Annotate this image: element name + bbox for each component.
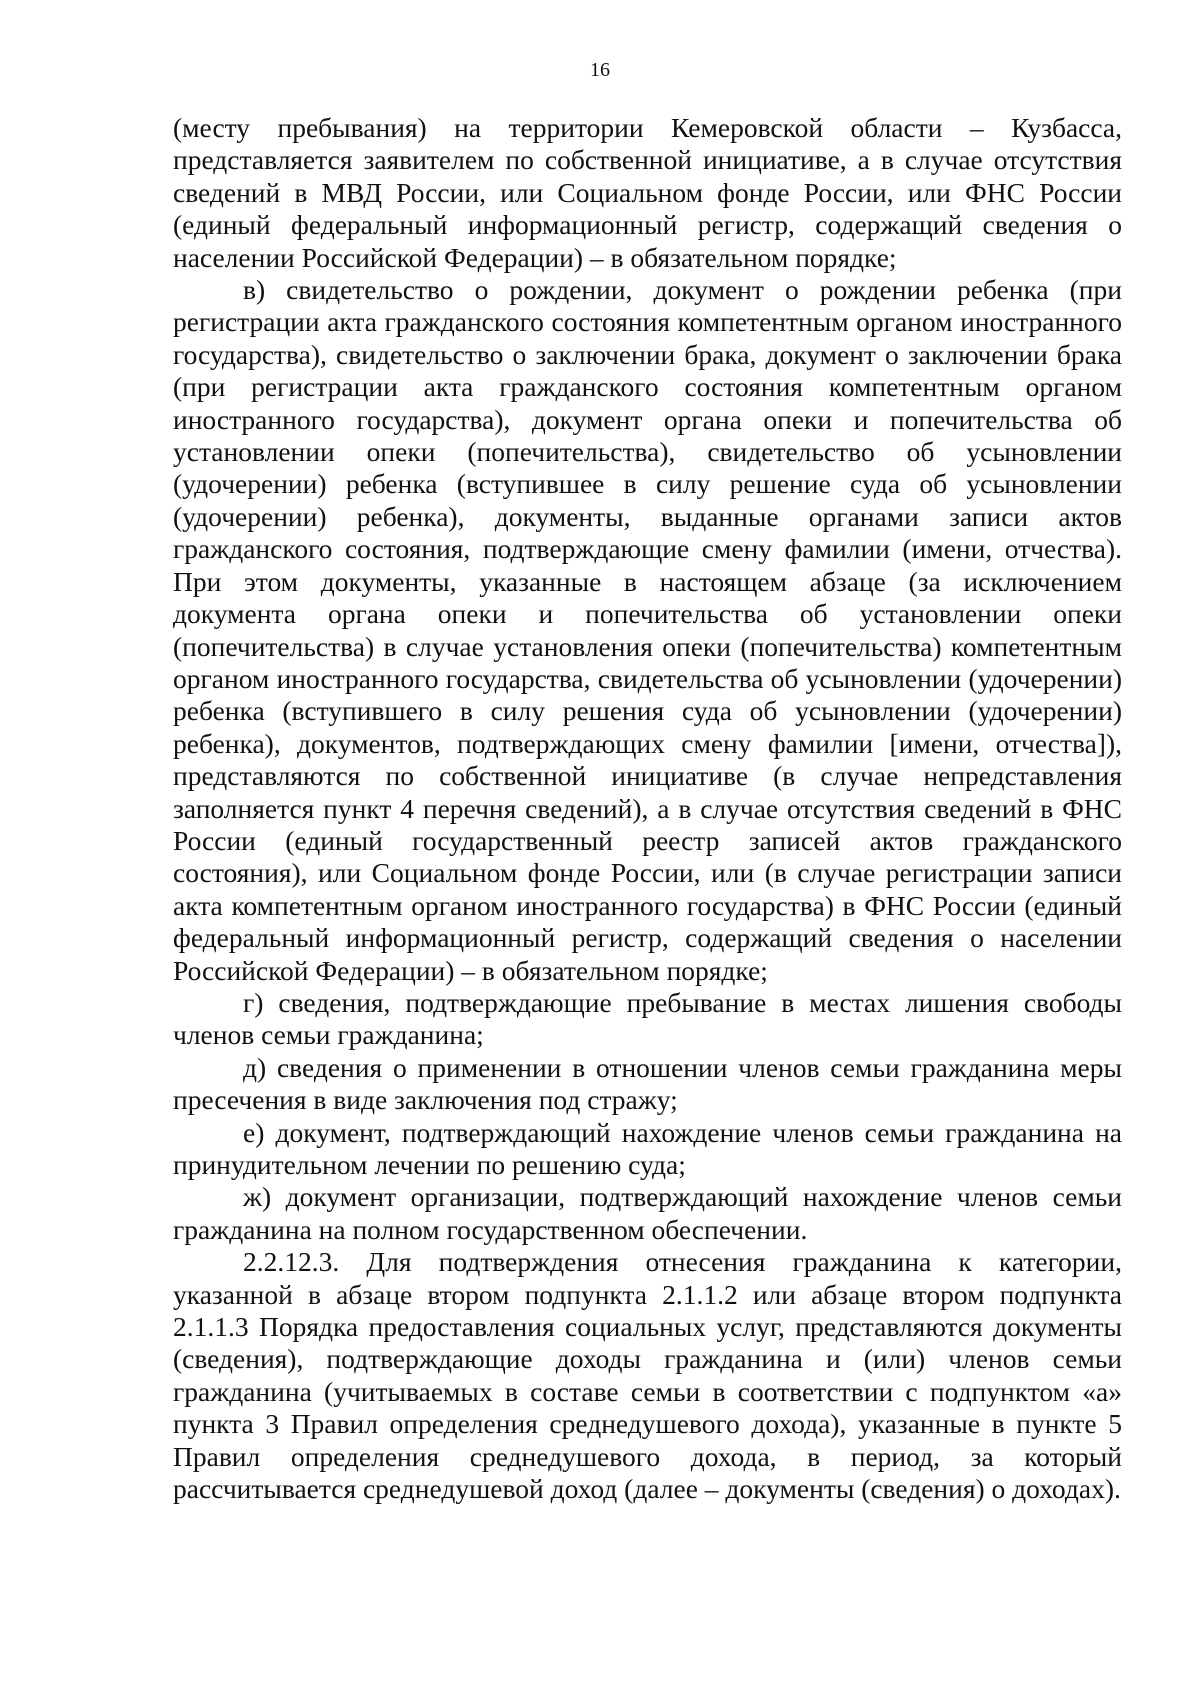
paragraph-item-v: в) свидетельство о рождении, документ о рождении ребенка (при регистрации акта гражданского состояния компетентным органом иностранного государства), свидетельство о заключении брака, документ о заключении брака (при регистрации акта гражданского состояния компетентным органом иностранного государства), документ органа опеки и попечительства об установлении опеки (попечительства), свидетельство об усыновлении (удочерении) ребенка (вступившее в силу решение суда об усыновлении (удочерении) ребенка), документы, выданные органами записи актов гражданского состояния, подтверждающие смену фамилии (имени, отчества). При этом документы, указанные в настоящем абзаце (за исключением документа органа опеки и попечительства об установлении опеки (попечительства) в случае установления опеки (попечительства) компетентным органом иностранного государства, свидетельства об усыновлении (удочерении) ребенка (вступившего в силу решения суда об усыновлении (удочерении) ребенка), документов, подтверждающих смену фамилии [имени, отчества]), представляются по собственной инициативе (в случае непредставления заполняется пункт 4 перечня сведений), а в случае отсутствия сведений в ФНС России (единый государственный реестр записей актов гражданского состояния), или Социальном фонде России, или (в случае регистрации записи акта компетентным органом иностранного государства) в ФНС России (единый федеральный информационный регистр, содержащий сведения о населении Российской Федерации) – в обязательном порядке; bbox=[173, 274, 1122, 986]
paragraph-continued: (месту пребывания) на территории Кемеровской области – Кузбасса, представляется заявителем по собственной инициативе, а в случае отсутствия сведений в МВД России, или Социальном фонде России, или ФНС России (единый федеральный информационный регистр, содержащий сведения о населении Российской Федерации) – в обязательном порядке; bbox=[173, 112, 1122, 273]
paragraph-item-d: д) сведения о применении в отношении членов семьи гражданина меры пресечения в виде заключения под стражу; bbox=[173, 1051, 1122, 1116]
paragraph-item-g: г) сведения, подтверждающие пребывание в местах лишения свободы членов семьи гражданина; bbox=[173, 986, 1122, 1051]
paragraph-2-2-12-3: 2.2.12.3. Для подтверждения отнесения гражданина к категории, указанной в абзаце втором подпункта 2.1.1.2 или абзаце втором подпункта 2.1.1.3 Порядка предоставления социальных услуг, представляются документы (сведения), подтверждающие доходы гражданина и (или) членов семьи гражданина (учитываемых в составе семьи в соответствии с подпунктом «а» пункта 3 Правил определения среднедушевого дохода), указанные в пункте 5 Правил определения среднедушевого дохода, в период, за который рассчитывается среднедушевой доход (далее – документы (сведения) о доходах). bbox=[173, 1246, 1122, 1505]
paragraph-item-e: е) документ, подтверждающий нахождение членов семьи гражданина на принудительном лечении по решению суда; bbox=[173, 1116, 1122, 1180]
document-body bbox=[173, 112, 1122, 1505]
page-number: 16 bbox=[590, 59, 610, 81]
paragraph-item-zh: ж) документ организации, подтверждающий нахождение членов семьи гражданина на полном государственном обеспечении. bbox=[173, 1181, 1122, 1245]
